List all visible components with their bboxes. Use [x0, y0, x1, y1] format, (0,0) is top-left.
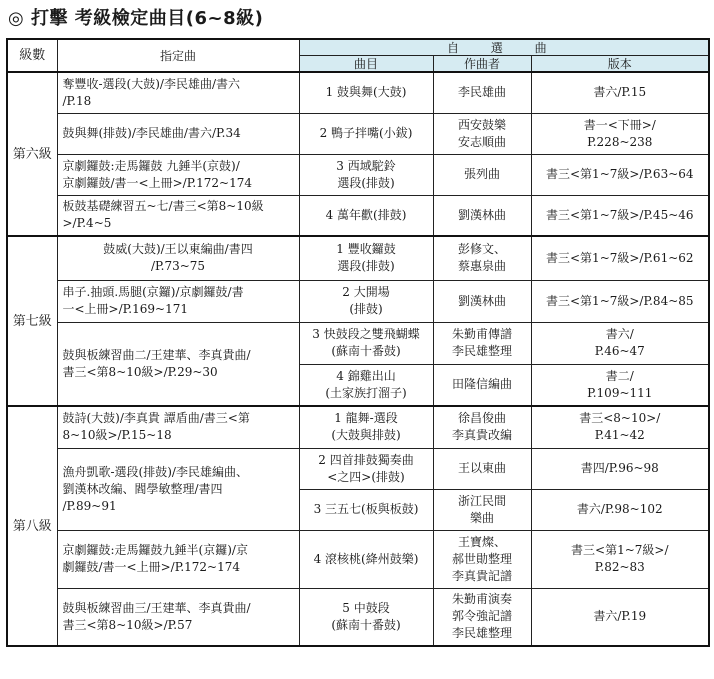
self-piece: 4 滾核桃(絳州鼓樂) [299, 530, 433, 588]
level-label: 第八級 [7, 406, 57, 646]
table-row [7, 113, 709, 154]
table-row [7, 195, 709, 236]
exam-repertoire-table [6, 38, 710, 647]
page-title: ◎ 打擊 考級檢定曲目(6~8級) [8, 8, 264, 29]
designated-piece: 奪豐收-選段(大鼓)/李民雄曲/書六 /P.18 [57, 72, 299, 113]
edition: 書四/P.96~98 [531, 448, 709, 489]
composer: 王寶燦、 郝世勛整理 李真貴記譜 [433, 530, 531, 588]
designated-piece: 京劇鑼鼓:走馬鑼鼓九錘半(京鑼)/京 劇鑼鼓/書一<上冊>/P.172~174 [57, 530, 299, 588]
self-piece: 3 三五七(板與板鼓) [299, 489, 433, 530]
self-piece: 1 龍舞-選段 (大鼓與排鼓) [299, 406, 433, 448]
self-piece: 1 豐收鑼鼓 選段(排鼓) [299, 236, 433, 280]
self-piece: 4 萬年歡(排鼓) [299, 195, 433, 236]
self-piece: 2 大開場 (排鼓) [299, 280, 433, 322]
composer: 王以東曲 [433, 448, 531, 489]
composer: 李民雄曲 [433, 72, 531, 113]
header-piece: 曲目 [299, 56, 433, 73]
edition: 書六/P.98~102 [531, 489, 709, 530]
designated-piece: 鼓與舞(排鼓)/李民雄曲/書六/P.34 [57, 113, 299, 154]
designated-piece: 鼓與板練習曲三/王建華、李真貴曲/ 書三<第8~10級>/P.57 [57, 588, 299, 646]
header-edition: 版本 [531, 56, 709, 73]
table-row [7, 406, 709, 448]
header-designated: 指定曲 [57, 39, 299, 72]
composer: 彭修文、 蔡惠泉曲 [433, 236, 531, 280]
edition: 書三<第1~7級>/ P.82~83 [531, 530, 709, 588]
table-row [7, 236, 709, 280]
designated-piece: 鼓與板練習曲二/王建華、李真貴曲/ 書三<第8~10級>/P.29~30 [57, 322, 299, 406]
composer: 朱勤甫傳譜 李民雄整理 [433, 322, 531, 364]
edition: 書六/P.15 [531, 72, 709, 113]
designated-piece: 鼓詩(大鼓)/李真貴 譚盾曲/書三<第 8~10級>/P.15~18 [57, 406, 299, 448]
header-composer: 作曲者 [433, 56, 531, 73]
self-piece: 4 錦雞出山 (土家族打溜子) [299, 364, 433, 406]
table-row [7, 322, 709, 364]
composer: 劉漢林曲 [433, 280, 531, 322]
level-label: 第七級 [7, 236, 57, 406]
table-row [7, 530, 709, 588]
composer: 西安鼓樂 安志順曲 [433, 113, 531, 154]
table-row [7, 280, 709, 322]
composer: 徐昌俊曲 李真貴改編 [433, 406, 531, 448]
header-level: 級數 [7, 39, 57, 72]
edition: 書三<8~10>/ P.41~42 [531, 406, 709, 448]
edition: 書六/ P.46~47 [531, 322, 709, 364]
edition: 書一<下冊>/ P.228~238 [531, 113, 709, 154]
edition: 書三<第1~7級>/P.63~64 [531, 154, 709, 195]
designated-piece: 京劇鑼鼓:走馬鑼鼓 九錘半(京鼓)/ 京劇鑼鼓/書一<上冊>/P.172~174 [57, 154, 299, 195]
self-piece: 5 中鼓段 (蘇南十番鼓) [299, 588, 433, 646]
edition: 書六/P.19 [531, 588, 709, 646]
edition: 書三<第1~7級>/P.61~62 [531, 236, 709, 280]
table-row [7, 588, 709, 646]
edition: 書三<第1~7級>/P.45~46 [531, 195, 709, 236]
header-self-selected: 自 選 曲 [299, 39, 709, 56]
composer: 田隆信編曲 [433, 364, 531, 406]
designated-piece: 串子.抽頭.馬腿(京鑼)/京劇鑼鼓/書 一<上冊>/P.169~171 [57, 280, 299, 322]
designated-piece: 鼓威(大鼓)/王以東編曲/書四 /P.73~75 [57, 236, 299, 280]
composer: 朱勤甫演奏 郭令強記譜 李民雄整理 [433, 588, 531, 646]
edition: 書二/ P.109~111 [531, 364, 709, 406]
composer: 劉漢林曲 [433, 195, 531, 236]
self-piece: 1 鼓與舞(大鼓) [299, 72, 433, 113]
edition: 書三<第1~7級>/P.84~85 [531, 280, 709, 322]
self-piece: 2 四首排鼓獨奏曲 <之四>(排鼓) [299, 448, 433, 489]
level-label: 第六級 [7, 72, 57, 236]
composer: 浙江民間 樂曲 [433, 489, 531, 530]
table-row [7, 154, 709, 195]
self-piece: 2 鴨子拌嘴(小鈸) [299, 113, 433, 154]
self-piece: 3 西域駝鈴 選段(排鼓) [299, 154, 433, 195]
table-row [7, 448, 709, 489]
self-piece: 3 快鼓段之雙飛蝴蝶 (蘇南十番鼓) [299, 322, 433, 364]
designated-piece: 漁舟凱歌-選段(排鼓)/李民雄編曲、 劉漢林改編、閻學敏整理/書四 /P.89~91 [57, 448, 299, 530]
table-row [7, 72, 709, 113]
designated-piece: 板鼓基礎練習五~七/書三<第8~10級 >/P.4~5 [57, 195, 299, 236]
composer: 張列曲 [433, 154, 531, 195]
header-row-1 [7, 39, 709, 56]
